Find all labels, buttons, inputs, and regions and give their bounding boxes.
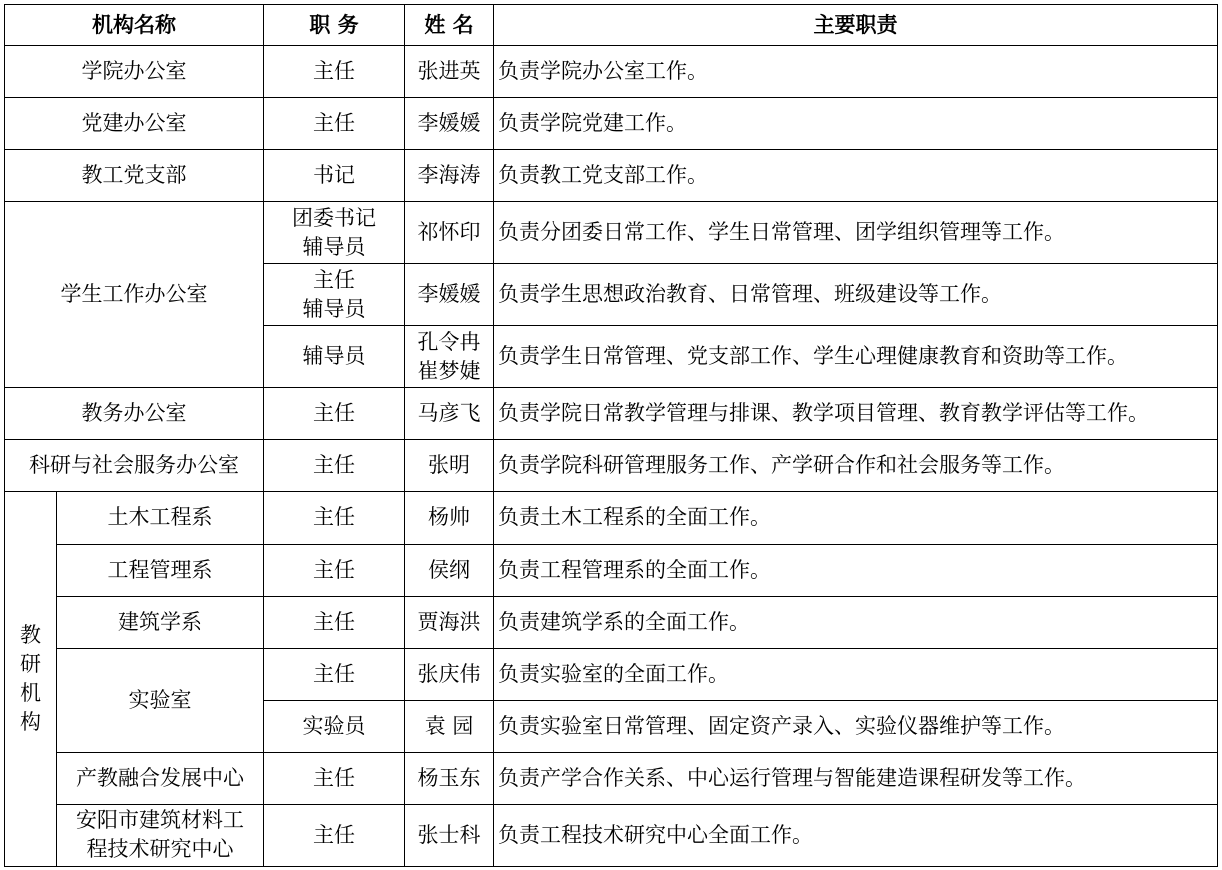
- header-name: 姓 名: [405, 5, 494, 46]
- name-line: 孔令冉: [417, 329, 481, 354]
- unit-cell: 土木工程系: [57, 492, 264, 544]
- position-cell: 辅导员: [264, 326, 405, 388]
- org-cell: 党建办公室: [5, 98, 264, 150]
- organization-table: [4, 4, 1218, 867]
- position-cell: [264, 202, 405, 264]
- duty-cell: 负责教工党支部工作。: [494, 150, 1218, 202]
- table-row: [5, 596, 1218, 648]
- name-cell: 祁怀印: [405, 202, 494, 264]
- position-cell: 主任: [264, 388, 405, 440]
- org-cell-student-office: 学生工作办公室: [5, 202, 264, 388]
- name-cell: 李海涛: [405, 150, 494, 202]
- name-cell: 杨帅: [405, 492, 494, 544]
- name-cell: 马彦飞: [405, 388, 494, 440]
- table-row: [5, 98, 1218, 150]
- duty-cell: 负责实验室日常管理、固定资产录入、实验仪器维护等工作。: [494, 700, 1218, 752]
- position-line: 辅导员: [302, 234, 366, 259]
- name-cell: 袁 园: [405, 700, 494, 752]
- unit-line: 安阳市建筑材料工: [76, 808, 244, 833]
- name-cell: 张士科: [405, 804, 494, 866]
- position-cell: 主任: [264, 648, 405, 700]
- header-duties: 主要职责: [494, 5, 1218, 46]
- position-line: 主任: [313, 267, 355, 292]
- name-cell: 张庆伟: [405, 648, 494, 700]
- unit-cell-lab: 实验室: [57, 648, 264, 752]
- duty-cell: 负责学院日常教学管理与排课、教学项目管理、教育教学评估等工作。: [494, 388, 1218, 440]
- position-cell: 主任: [264, 752, 405, 804]
- group-label-char: 构: [20, 710, 41, 735]
- name-cell: 张明: [405, 440, 494, 492]
- position-cell: 主任: [264, 46, 405, 98]
- duty-cell: 负责工程技术研究中心全面工作。: [494, 804, 1218, 866]
- duty-cell: 负责学院科研管理服务工作、产学研合作和社会服务等工作。: [494, 440, 1218, 492]
- duty-cell: 负责学院办公室工作。: [494, 46, 1218, 98]
- name-cell: 杨玉东: [405, 752, 494, 804]
- table-row: [5, 46, 1218, 98]
- group-label-char: 机: [20, 681, 41, 706]
- duty-cell: 负责实验室的全面工作。: [494, 648, 1218, 700]
- unit-line: 程技术研究中心: [86, 837, 234, 862]
- table-row: [5, 544, 1218, 596]
- table-row: [5, 648, 1218, 700]
- duty-cell: 负责产学合作关系、中心运行管理与智能建造课程研发等工作。: [494, 752, 1218, 804]
- name-cell: [405, 326, 494, 388]
- name-line: 崔梦婕: [417, 358, 481, 383]
- position-line: 团委书记: [292, 205, 376, 230]
- position-cell: 主任: [264, 544, 405, 596]
- table-row: [5, 752, 1218, 804]
- duty-cell: 负责工程管理系的全面工作。: [494, 544, 1218, 596]
- position-cell: 主任: [264, 492, 405, 544]
- table-row: [5, 440, 1218, 492]
- position-cell: 主任: [264, 98, 405, 150]
- position-cell: 书记: [264, 150, 405, 202]
- name-cell: 侯纲: [405, 544, 494, 596]
- group-label-char: 教: [20, 623, 41, 648]
- unit-cell: 建筑学系: [57, 596, 264, 648]
- name-cell: 李媛媛: [405, 264, 494, 326]
- duty-cell: 负责建筑学系的全面工作。: [494, 596, 1218, 648]
- table-row: [5, 388, 1218, 440]
- position-cell: 主任: [264, 804, 405, 866]
- org-cell: 教工党支部: [5, 150, 264, 202]
- name-cell: 李媛媛: [405, 98, 494, 150]
- position-cell: 主任: [264, 440, 405, 492]
- unit-cell: [57, 804, 264, 866]
- group-label-char: 研: [20, 652, 41, 677]
- position-line: 辅导员: [302, 296, 366, 321]
- header-position: 职 务: [264, 5, 405, 46]
- position-cell: [264, 264, 405, 326]
- duty-cell: 负责土木工程系的全面工作。: [494, 492, 1218, 544]
- org-cell: 学院办公室: [5, 46, 264, 98]
- unit-cell: 产教融合发展中心: [57, 752, 264, 804]
- duty-cell: 负责学生思想政治教育、日常管理、班级建设等工作。: [494, 264, 1218, 326]
- name-cell: 贾海洪: [405, 596, 494, 648]
- name-cell: 张进英: [405, 46, 494, 98]
- table-row: [5, 150, 1218, 202]
- org-cell: 科研与社会服务办公室: [5, 440, 264, 492]
- table-row: [5, 804, 1218, 866]
- position-cell: 实验员: [264, 700, 405, 752]
- table-row: [5, 202, 1218, 264]
- header-row: [5, 5, 1218, 46]
- org-cell: 教务办公室: [5, 388, 264, 440]
- duty-cell: 负责分团委日常工作、学生日常管理、团学组织管理等工作。: [494, 202, 1218, 264]
- header-org: 机构名称: [5, 5, 264, 46]
- duty-cell: 负责学院党建工作。: [494, 98, 1218, 150]
- position-cell: 主任: [264, 596, 405, 648]
- group-label-teaching: [5, 492, 57, 867]
- table-row: [5, 492, 1218, 544]
- unit-cell: 工程管理系: [57, 544, 264, 596]
- duty-cell: 负责学生日常管理、党支部工作、学生心理健康教育和资助等工作。: [494, 326, 1218, 388]
